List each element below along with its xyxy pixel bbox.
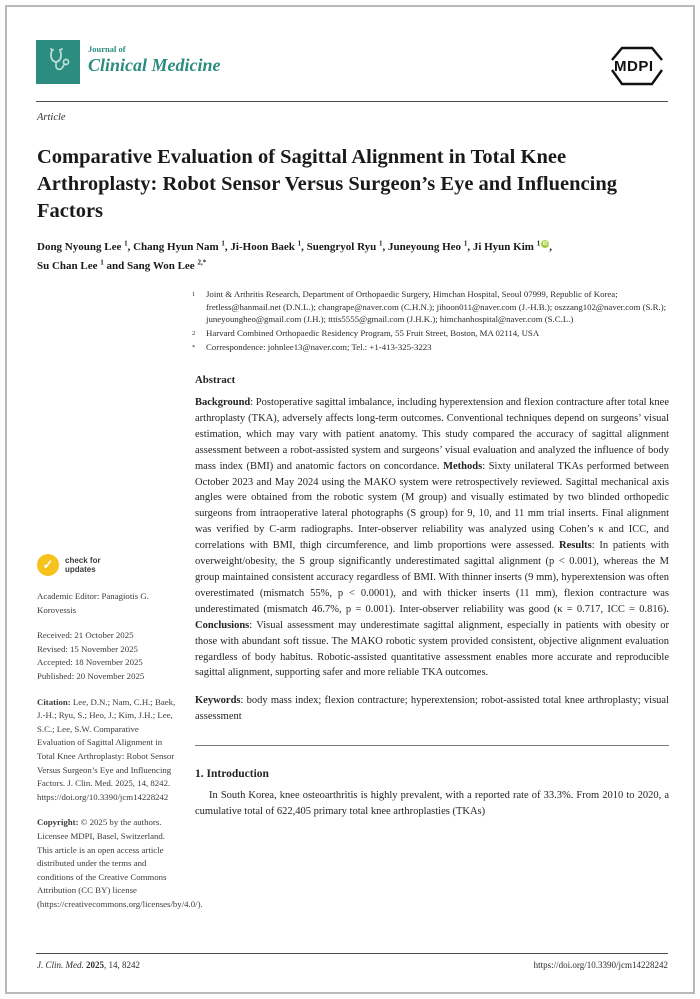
academic-editor: Academic Editor: Panagiotis G. Korovessis: [37, 591, 149, 615]
accepted-date: Accepted: 18 November 2025: [37, 657, 143, 668]
check-for-updates-label: check for updates: [65, 556, 101, 574]
author: Ji-Hoon Baek $^1$,: [230, 239, 307, 253]
copyright-label: Copyright:: [37, 817, 81, 828]
article-dates: [37, 629, 177, 683]
keywords-text: : body mass index; flexion contracture; hyperextension; robot-assisted total knee arthroplasty; visual assessment: [195, 695, 669, 723]
copyright-block: [37, 816, 203, 911]
affiliation-1: 1 Joint & Arthritis Research, Department of Orthopaedic Surgery, Himchan Hospital, Seoul 07999, Republic of Korea; fretless@hanmail.net (D.N.L.); changrape@naver.com (C.H.N.); jihoon011@naver.com (J.-H.B.); oszzang102@naver.com (S.R.); juneyoungheo@gmail.com (J.H.); tttis5555@gmail.com (J.H.K.); himchanhospital@naver.com (S.C.L.): [192, 288, 674, 326]
revised-date: Revised: 15 November 2025: [37, 643, 138, 654]
author: Juneyoung Heo $^1$,: [388, 239, 473, 253]
stethoscope-icon: [43, 45, 73, 80]
author: Ji Hyun Kim $^1$ iD ,: [472, 239, 552, 253]
section-divider: [195, 745, 669, 746]
received-date: Received: 21 October 2025: [37, 630, 134, 641]
footer-divider: [36, 953, 668, 954]
abstract-paragraph: Background: Postoperative sagittal imbalance, including hyperextension and flexion contracture after total knee arthroplasty (TKA), adversely affects long-term outcomes. Conventional techniques depend on surgeons’ visual estimation, which may vary with patient anatomy. This study compared the accuracy of sagittal alignment assessment between a robot-assisted system and surgeons’ visual evaluation and analyzed the influence of body mass index (BMI) and anatomic factors on concordance. Methods: Sixty unilateral TKAs performed between October 2023 and May 2024 using the MAKO system were retrospectively reviewed. Sagittal mechanical axis angles were obtained from the robotic system (M group) and visually estimated by two blinded orthopedic surgeons from intraoperative lateral photographs (S group) for 9, 10, and 11 mm trial inserts. Final alignment was verified by C-arm radiographs. Inter-observer reliability was analyzed using Cohen’s κ and ICC, and correlations with BMI, thigh circumference, and limb proportions were assessed. Results: In patients with overweight/obesity, the S group significantly underestimated sagittal alignment (p < 0.001), whereas the M group maintained consistent accuracy regardless of BMI. With thinner inserts (9 mm), hyperextension was often overestimated (mismatch 55%, p < 0.0001), and with thicker inserts (11 mm), flexion contracture was underestimated (mismatch 46.7%, p = 0.001). Inter-observer reliability was good (κ = 0.717, ICC = 0.816). Conclusions: Visual assessment may underestimate sagittal alignment, especially in patients with obesity or those with abundant soft tissue. The MAKO robotic system provided consistent, objective alignment evaluation regardless of body habitus. Robotic-assisted quantitative assessment enables more accurate and reproducible sagittal alignment, supporting safer and more reliable TKA outcomes.: [195, 397, 669, 679]
keywords-label: Keywords: [195, 695, 241, 707]
keywords-paragraph: [195, 693, 669, 725]
footer-citation: J. Clin. Med. 2025, 14, 8242: [37, 960, 140, 970]
article-title: Comparative Evaluation of Sagittal Alignment in Total Knee Arthroplasty: Robot Sensor Versus Surgeon’s Eye and Influencing Factors: [37, 145, 617, 222]
journal-title-block: [88, 44, 221, 76]
author: Sang Won Lee $^{2,*}$: [127, 258, 207, 273]
citation-text: Lee, D.N.; Nam, C.H.; Baek, J.-H.; Ryu, S.; Heo, J.; Kim, J.H.; Lee, S.C.; Lee, S.W. Comparative Evaluation of Sagittal Alignment in Total Knee Arthroplasty: Robot Sensor Versus Surgeon’s Eye and Influencing Factors. J. Clin. Med. 2025, 14, 8242. https://doi.org/10.3390/jcm14228242: [37, 696, 176, 802]
author: Suengryol Ryu $^1$,: [306, 239, 389, 253]
orcid-icon[interactable]: iD: [542, 241, 548, 247]
author: Chang Hyun Nam $^1$,: [133, 239, 231, 253]
main-column: [195, 374, 669, 820]
article-type-label: Article: [37, 112, 66, 123]
copyright-text: © 2025 by the authors. Licensee MDPI, Basel, Switzerland. This article is an open access article distributed under the terms and conditions of the Creative Commons Attribution (CC BY) license (https://creativecommons.org/licenses/by/4.0/).: [37, 817, 203, 909]
affiliation-2: 2 Harvard Combined Orthopaedic Residency Program, 55 Fruit Street, Boston, MA 02114, USA: [192, 327, 674, 341]
mdpi-logo-text: MDPI: [614, 58, 654, 75]
journal-logo: [36, 40, 80, 84]
published-date: Published: 20 November 2025: [37, 670, 145, 681]
header-divider: [36, 101, 668, 102]
author-list: [37, 235, 657, 274]
check-icon: ✓: [37, 554, 59, 576]
citation-label: Citation:: [37, 696, 73, 707]
introduction-paragraph: In South Korea, knee osteoarthritis is highly prevalent, with a reported rate of 33.3%. From 2010 to 2020, a cumulative total of 622,405 primary total knee arthroplasties (TKAs): [195, 790, 669, 818]
affiliations: [192, 288, 674, 356]
introduction-heading: 1. Introduction: [195, 768, 269, 781]
article-meta-sidebar: [37, 554, 203, 923]
abstract-heading: Abstract: [195, 374, 236, 386]
footer-doi: https://doi.org/10.3390/jcm14228242: [533, 960, 668, 970]
affiliation-text: Joint & Arthritis Research, Department of Orthopaedic Surgery, Himchan Hospital, Seoul 07999, Republic of Korea; fretless@hanmail.net (D.N.L.); changrape@naver.com (C.H.N.); jihoon011@naver.com (J.-H.B.); oszzang102@naver.com (S.R.); juneyoungheo@gmail.com (J.H.); tttis5555@gmail.com (J.H.K.); himchanhospital@naver.com (S.C.L.): [206, 289, 667, 325]
journal-name: Clinical Medicine: [88, 55, 221, 75]
correspondence: * Correspondence: johnlee13@naver.com; Tel.: +1-413-325-3223: [192, 341, 674, 355]
mdpi-logo: [606, 44, 668, 88]
author: Dong Nyoung Lee $^1$,: [37, 239, 134, 253]
affiliation-text: Harvard Combined Orthopaedic Residency Program, 55 Fruit Street, Boston, MA 02114, USA: [206, 327, 540, 338]
citation-block: [37, 696, 177, 805]
journal-prefix: Journal of: [88, 44, 126, 54]
correspondence-text: Correspondence: johnlee13@naver.com; Tel.: +1-413-325-3223: [206, 342, 432, 353]
author: Su Chan Lee $^1$ and: [37, 258, 128, 273]
check-for-updates-badge[interactable]: [37, 554, 177, 576]
